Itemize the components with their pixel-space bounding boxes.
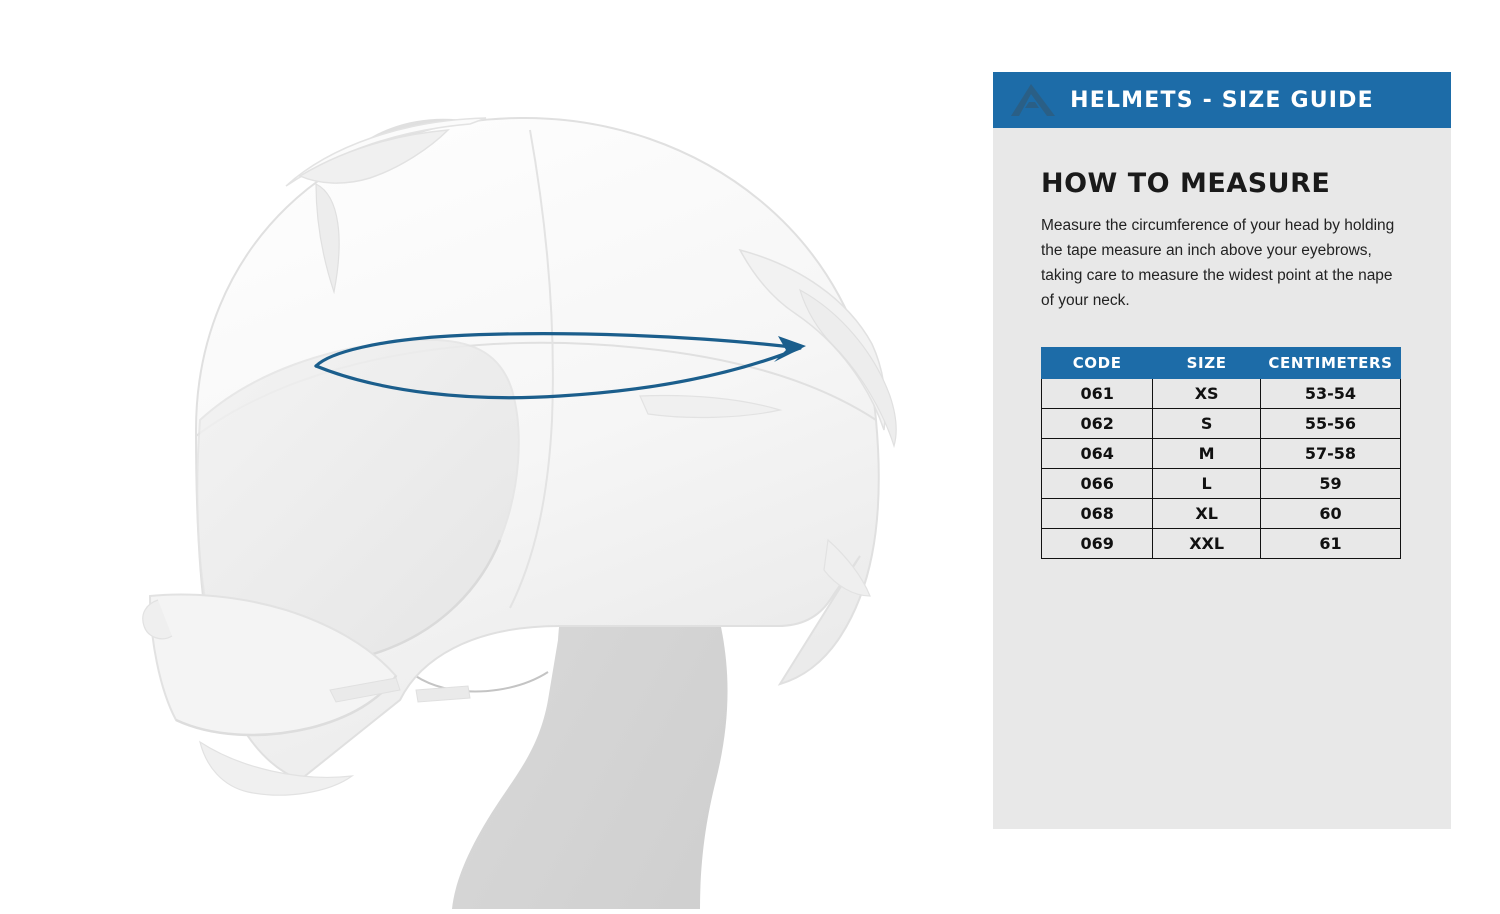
cell-code: 069 [1042, 529, 1153, 559]
cell-centimeters: 60 [1260, 499, 1400, 529]
table-header-row [1042, 348, 1401, 379]
how-to-measure-text: Measure the circumference of your head by holding the tape measure an inch above your eyebrows, taking care to measure the widest point at the nape of your neck. [1041, 217, 1395, 310]
table-row [1042, 409, 1401, 439]
cell-centimeters: 59 [1260, 469, 1400, 499]
how-to-measure-heading: HOW TO MEASURE [1041, 168, 1331, 199]
table-row [1042, 529, 1401, 559]
panel-header [993, 72, 1451, 128]
cell-size: S [1153, 409, 1261, 439]
cell-size: XL [1153, 499, 1261, 529]
column-header-centimeters: CENTIMETERS [1260, 348, 1400, 379]
cell-centimeters: 53-54 [1260, 379, 1400, 409]
table-row [1042, 439, 1401, 469]
cell-size: XXL [1153, 529, 1261, 559]
size-table [1041, 347, 1401, 559]
cell-size: XS [1153, 379, 1261, 409]
cell-centimeters: 57-58 [1260, 439, 1400, 469]
cell-code: 068 [1042, 499, 1153, 529]
size-guide-panel [993, 72, 1451, 829]
cell-centimeters: 61 [1260, 529, 1400, 559]
cell-code: 066 [1042, 469, 1153, 499]
cell-code: 062 [1042, 409, 1153, 439]
brand-logo-icon [1005, 78, 1061, 122]
cell-size: L [1153, 469, 1261, 499]
panel-title: HELMETS - SIZE GUIDE [1070, 87, 1374, 113]
cell-size: M [1153, 439, 1261, 469]
column-header-code: CODE [1042, 348, 1153, 379]
table-row [1042, 469, 1401, 499]
table-row [1042, 499, 1401, 529]
cell-code: 061 [1042, 379, 1153, 409]
cell-code: 064 [1042, 439, 1153, 469]
column-header-size: SIZE [1153, 348, 1261, 379]
table-row [1042, 379, 1401, 409]
panel-body [993, 128, 1451, 559]
cell-centimeters: 55-56 [1260, 409, 1400, 439]
